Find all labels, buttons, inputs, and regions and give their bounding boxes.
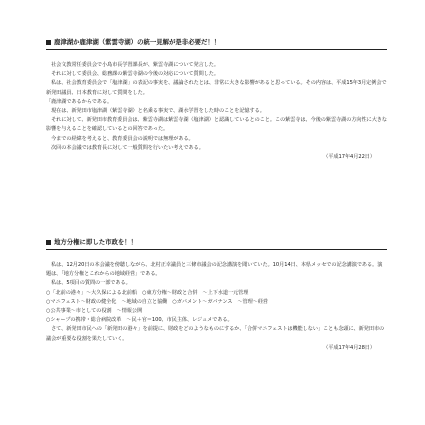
section-title: [46, 38, 387, 47]
list-item: ○「北前の港々」～大久保による北前船 ○東方分権～財政と合併 ～上下水道一元管理: [46, 289, 249, 296]
paragraph-line: それに対して委員会、総務課の紫雲寺湖の今後の対応について質問した。: [46, 71, 219, 78]
section-date: （平成17年4月28日）: [323, 344, 375, 351]
section-body: [46, 261, 387, 353]
paragraph-line: 「鹿津湖であるからである。: [46, 98, 113, 105]
paragraph-line: 今までの経緯を考えると、教育委員会の説明では無理がある。: [46, 135, 194, 142]
section-title-text: 地方分権に即した市政を！！: [54, 238, 138, 246]
square-bullet-icon: [46, 40, 51, 45]
square-bullet-icon: [46, 240, 51, 245]
list-item: ○公共事業～市としての役割 ～情報公開: [46, 307, 143, 314]
paragraph-line: それに対して、新発田市教育委員会は、紫雲寺湖は紫雲寺湖（塩津湖）と認識しているとのこと。この紫雲寺は、今後の紫雲寺湖の方向性に大きな影響を与えることを確認しているとの回答であった。: [46, 117, 387, 133]
section-title-text: 鹿津湖か鹿津湖（紫雲寺湖）の統一見解が是非必要だ！！: [54, 38, 221, 46]
title-underline: [46, 49, 387, 50]
section-body: [46, 61, 387, 162]
section-shiozu-lake: [46, 38, 387, 202]
paragraph-line: 私は、12月20日の本会議を傍聴しながら、北村正幸議員と三條市議会の記念講演を聞いていた。10月14日、本県メッセでの記念講演である。演題は、「地方分権とこれからの地域経営」である。: [46, 262, 383, 278]
section-title: [46, 238, 387, 247]
paragraph-line: 現在は、新発田市塩津湖（紫雲寺湖）と名乗る事実で、湖水学習をした時のことを記憶する。: [46, 107, 265, 114]
paragraph-line: 次回の本会議では教育長に対して一般質問を行いたい考えである。: [46, 144, 204, 151]
list-item: ○シャープの携帯・総合病院改革 ～民＋官＝100、市民主体、レジュメである。: [46, 317, 233, 324]
paragraph-line: 私は、5項目の質問の一部である。: [46, 280, 131, 287]
section-decentralization: [46, 238, 387, 353]
section-date: （平成17年4月22日）: [323, 153, 375, 160]
title-underline: [46, 249, 387, 250]
paragraph-line: さて、新発田市民への「新発田の港々」を前提に、財政をどのようなものにするか、「合併マニフェストは機能しない」ことも念頭に、新発田市の議会が重要な役割を果たしていく。: [46, 326, 385, 342]
paragraph-line: 社会文教常任委員会で小島市長学習課長が、紫雲寺湖について発言した。: [46, 62, 219, 68]
paragraph-line: 私は、社会教育委員会で「塩津湖」の表記の事実を、議論されたとは、非常に大きな影響があると思っている。その内容は、平成15年3月定例会で新発田議員、日本教育に対して質問をした。: [46, 80, 387, 96]
list-item: ○マニフェスト～財政の健全化 ～地域の自立と協働 ○ガバメント～ガバナンス ～管理～経営: [46, 298, 269, 305]
